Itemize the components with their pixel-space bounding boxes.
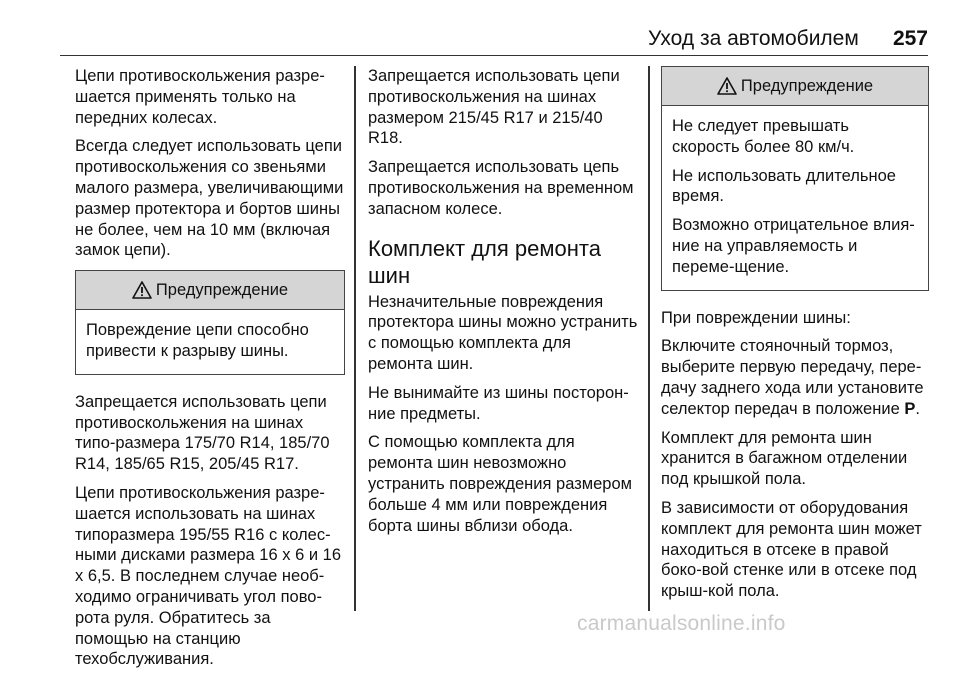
column-divider — [354, 66, 356, 611]
warning-body — [662, 106, 928, 290]
warning-title: Предупреждение — [740, 76, 874, 95]
paragraph: Всегда следует использовать цепи противоскольжения со звеньями малого размера, увеличивающими размер протектора и бортов шины не более, чем на 10 мм (включая замок цепи). — [75, 137, 344, 260]
warning-text: Не использовать длительное время. — [672, 166, 896, 206]
section-heading: Комплект для ремонта шин — [368, 235, 601, 288]
column-2 — [368, 66, 638, 544]
column-1 — [75, 66, 345, 678]
warning-header — [76, 271, 344, 310]
warning-text: Возможно отрицательное влия‐ние на управляемость и переме‐щение. — [672, 216, 915, 276]
paragraph: Цепи противоскольжения разре‐шается применять только на передних колесах. — [75, 67, 325, 127]
paragraph: Комплект для ремонта шин хранится в багажном отделении под крышкой пола. — [661, 428, 908, 489]
page-header — [60, 26, 928, 56]
paragraph: Цепи противоскольжения разре‐шается использовать на шинах типоразмера 195/55 R16 с колес‐ными дисками размера 16 x 6 и 16 x 6,5. В последнем случае необ‐ходимо ограничивать угол пово‐рота руля. Обратитесь за помощью на станцию техобслуживания. — [75, 483, 341, 669]
paragraph-text: Включите стояночный тормоз, выберите первую передачу, пере‐дачу заднего хода или установите селектор передач в положение — [661, 337, 924, 418]
paragraph: Незначительные повреждения протектора шины можно устранить с помощью комплекта для ремонта шин. — [368, 292, 638, 373]
warning-title: Предупреждение — [155, 280, 289, 299]
page-number: 257 — [892, 27, 928, 50]
warning-triangle-icon — [132, 281, 152, 299]
paragraph — [661, 336, 929, 419]
paragraph: Запрещается использовать цепь противоскольжения на временном запасном колесе. — [368, 158, 634, 218]
gear-position-p: P — [904, 399, 916, 418]
warning-box — [661, 66, 929, 291]
page-title: Уход за автомобилем — [648, 27, 859, 50]
paragraph: В зависимости от оборудования комплект для ремонта шин может находиться в отсеке в правой боко‐вой стенке или в отсеке под крыш‐кой пола. — [661, 498, 922, 601]
warning-body — [76, 310, 344, 374]
warning-header — [662, 67, 928, 106]
paragraph: При повреждении шины: — [661, 308, 851, 327]
paragraph: С помощью комплекта для ремонта шин невозможно устранить повреждения размером больше 4 мм или повреждения борта шины вблизи обода. — [368, 433, 632, 535]
column-divider — [648, 66, 650, 611]
paragraph: Не вынимайте из шины посторон‐ние предметы. — [368, 383, 629, 423]
warning-box — [75, 270, 345, 375]
paragraph-text: . — [915, 399, 920, 418]
warning-triangle-icon — [717, 77, 737, 95]
paragraph: Запрещается использовать цепи противоскольжения на шинах типо‐размера 175/70 R14, 185/70 R14, 185/65 R15, 205/45 R17. — [75, 392, 330, 474]
watermark: carmanualsonline.info — [577, 612, 786, 635]
column-3 — [661, 66, 929, 610]
warning-text: Повреждение цепи способно привести к разрыву шины. — [86, 321, 309, 360]
paragraph: Запрещается использовать цепи противоскольжения на шинах размером 215/45 R17 и 215/40 R18. — [368, 67, 620, 148]
warning-text: Не следует превышать скорость более 80 км/ч. — [672, 117, 855, 156]
